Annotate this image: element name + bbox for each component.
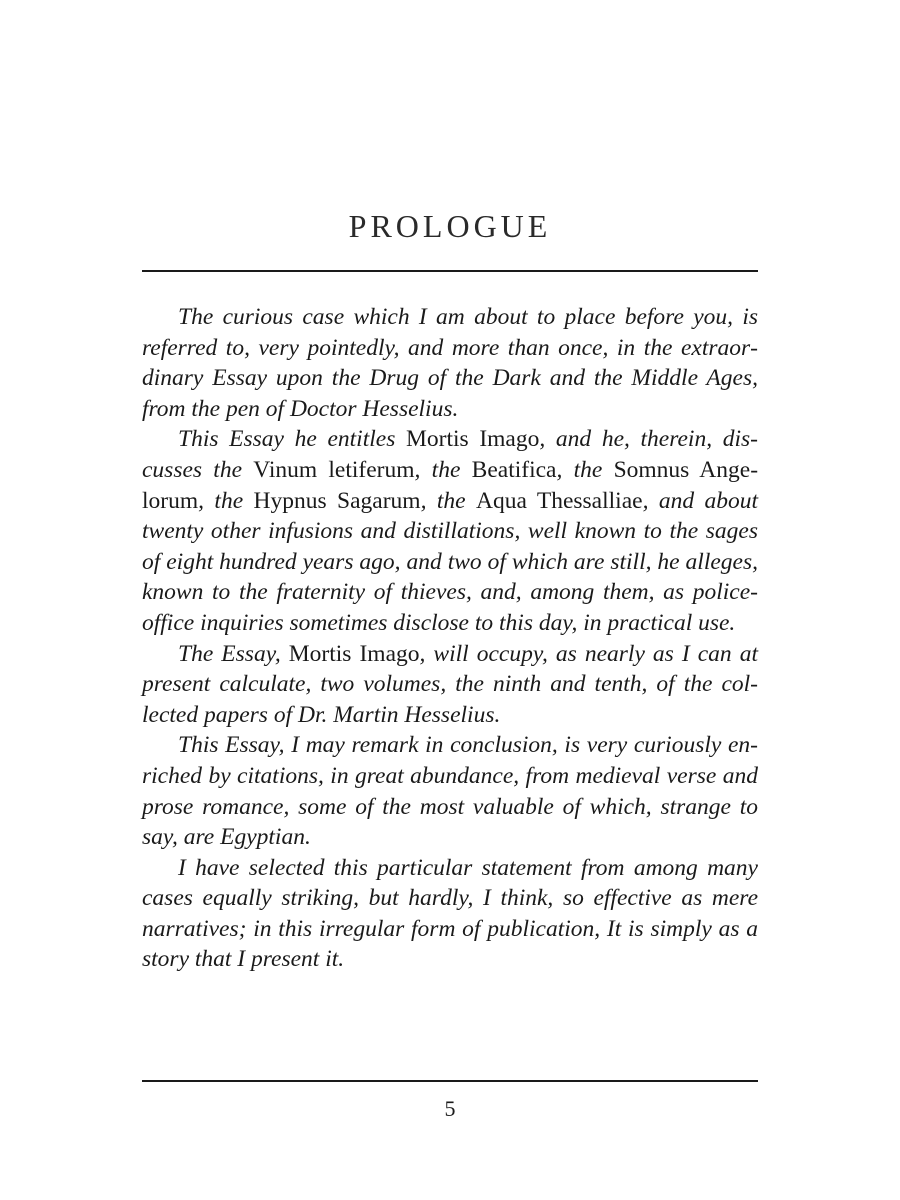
text-segment: The curious case which I am about to place before you, is referred to, very pointedly, and more than once, in the extraordinary Essay upon the Drug of the Dark and the Middle Ages, from the pen of Doctor Hesselius. bbox=[142, 304, 758, 422]
paragraph bbox=[142, 730, 758, 852]
text-segment: I have selected this particular statement from among many cases equally striking, but hardly, I think, so effective as mere narratives; in this irregular form of publication, It is simply as a story that I present it. bbox=[142, 854, 758, 973]
drug-name: Somnus Angelorum bbox=[142, 456, 759, 514]
drug-name: Vinum letiferum bbox=[253, 456, 415, 483]
footer-rule bbox=[142, 1080, 758, 1082]
chapter-title: PROLOGUE bbox=[348, 208, 552, 244]
drug-name: Aqua Thessalliae bbox=[475, 487, 643, 514]
paragraph bbox=[142, 424, 758, 638]
text-segment: , the bbox=[198, 487, 254, 514]
title-rule bbox=[142, 270, 758, 272]
text-segment: This Essay he entitles bbox=[178, 426, 406, 453]
prologue-body bbox=[142, 302, 758, 975]
essay-title: Mortis Imago bbox=[406, 426, 540, 453]
text-segment: The Essay, bbox=[178, 640, 289, 667]
text-segment: , the bbox=[420, 487, 476, 514]
text-segment: , the bbox=[414, 456, 472, 483]
paragraph bbox=[142, 639, 758, 731]
paragraph bbox=[142, 853, 758, 975]
text-segment: , the bbox=[556, 456, 614, 483]
text-segment: , and about twenty other infusions and distillations, well known to the sages of eight hundred years ago, and two of which are still, he alleges, known to the fraternity of thieves, and, among them, as police-office inquiries sometimes disclose to this day, in practical use. bbox=[142, 487, 759, 636]
text-segment: , and he, therein, discusses the bbox=[142, 426, 758, 483]
page-number: 5 bbox=[444, 1096, 456, 1121]
essay-title: Mortis Imago bbox=[288, 640, 420, 667]
drug-name: Beatifica bbox=[471, 456, 557, 483]
paragraph bbox=[142, 302, 758, 424]
text-segment: , will occupy, as nearly as I can at present calculate, two volumes, the ninth and tenth, of the collected papers of Dr. Martin Hesselius. bbox=[142, 640, 758, 728]
text-segment: This Essay, I may remark in conclusion, is very curiously enriched by citations, in great abundance, from medieval verse and prose romance, some of the most valuable of which, strange to say, are Egyptian. bbox=[142, 732, 758, 851]
drug-name: Hypnus Sagarum bbox=[253, 487, 421, 514]
